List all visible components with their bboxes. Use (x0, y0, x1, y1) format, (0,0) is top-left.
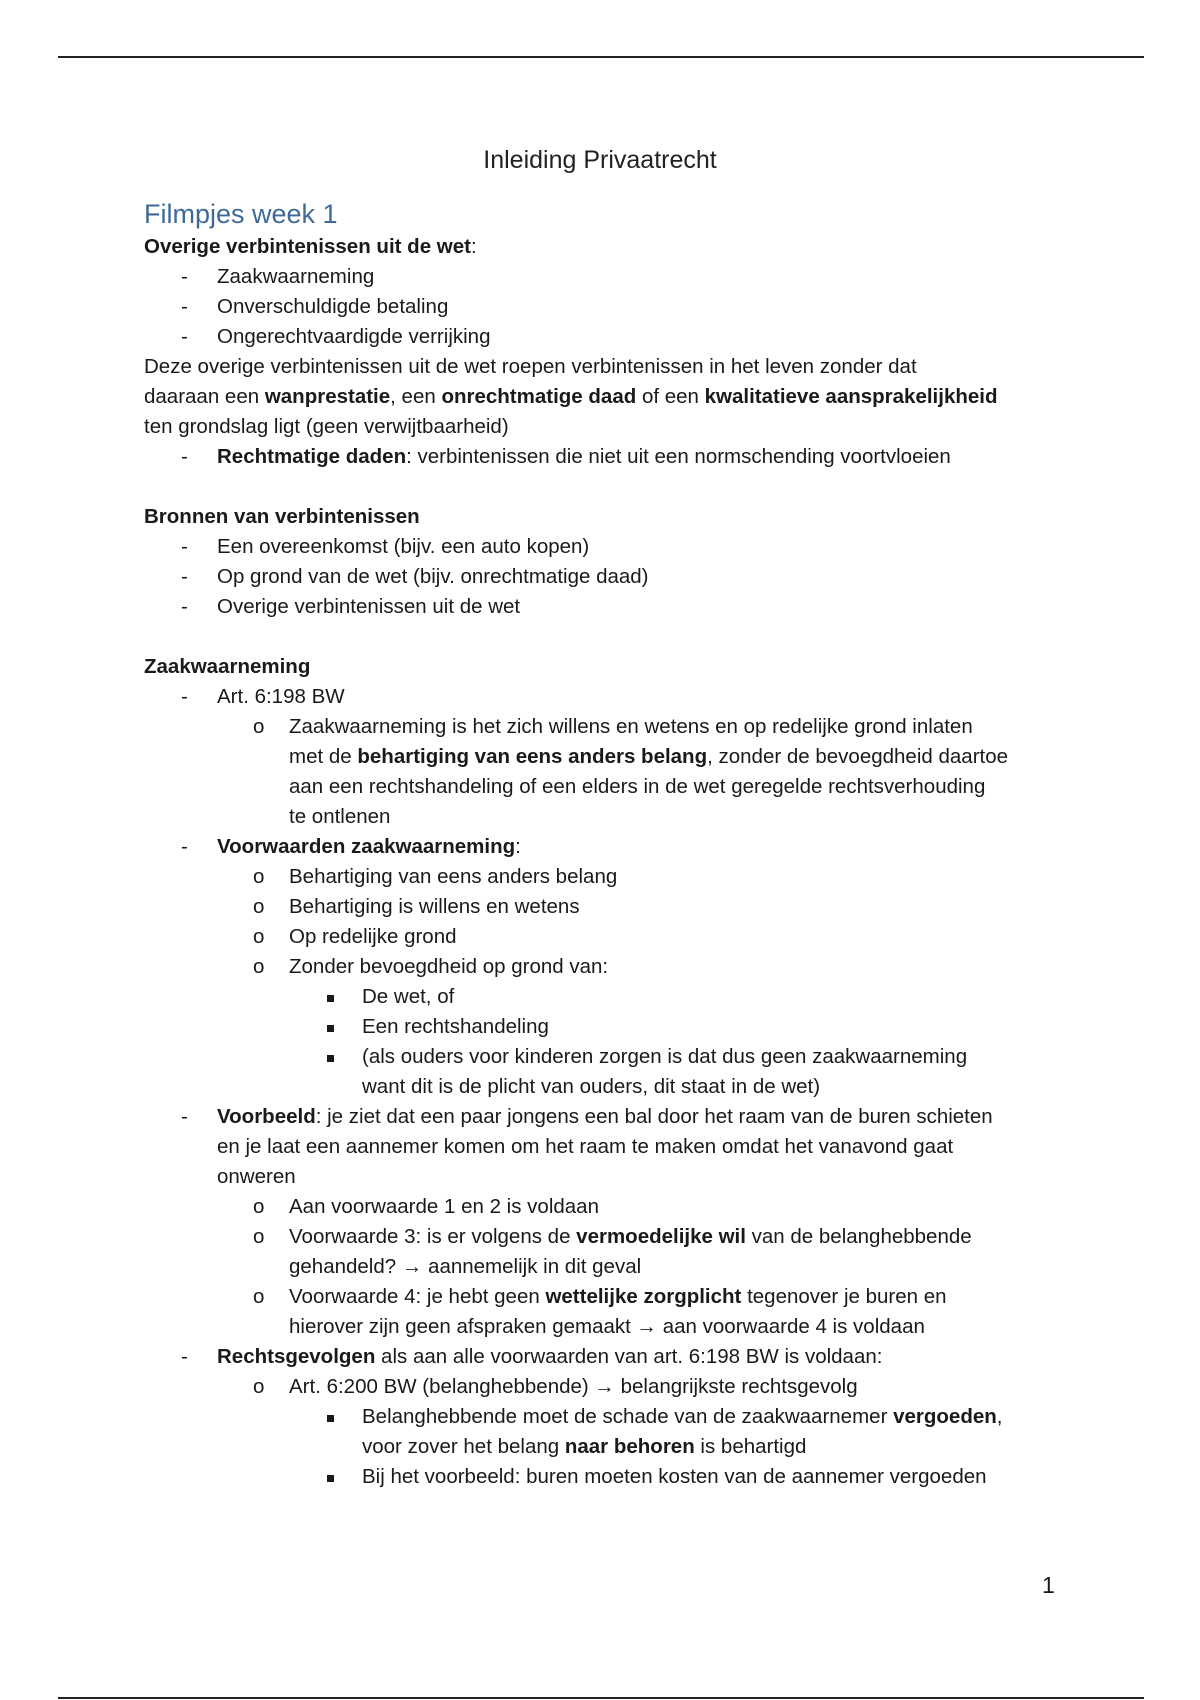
list-item: Belanghebbende moet de schade van de zaakwaarnemer vergoeden, voor zover het belang naar behoren is behartigd (144, 1402, 1064, 1462)
square-bullet (327, 1055, 334, 1062)
list-item: De wet, of (144, 982, 1064, 1012)
square-bullet (327, 1475, 334, 1482)
dash-bullet: - (181, 1105, 188, 1128)
list-item: o Voorwaarde 4: je hebt geen wettelijke zorgplicht tegenover je buren en hierover zijn geen afspraken gemaakt → aan voorwaarde 4 is voldaan (144, 1282, 1064, 1342)
footer-rule (58, 1697, 1144, 1699)
list-item: o Op redelijke grond (144, 922, 1064, 952)
list-item: o Aan voorwaarde 1 en 2 is voldaan (144, 1192, 1064, 1222)
dash-bullet: - (181, 1345, 188, 1368)
list-item: o Behartiging van eens anders belang (144, 862, 1064, 892)
overige-label: Overige verbintenissen uit de wet: (144, 235, 477, 258)
square-bullet (327, 995, 334, 1002)
list-item: o Art. 6:200 BW (belanghebbende) → belangrijkste rechtsgevolg (144, 1372, 1064, 1402)
circle-bullet: o (253, 865, 265, 888)
dash-bullet: - (181, 835, 188, 858)
list-item: - Ongerechtvaardigde verrijking (144, 322, 1064, 352)
dash-bullet: - (181, 595, 188, 618)
list-item: - Op grond van de wet (bijv. onrechtmatige daad) (144, 562, 1064, 592)
dash-bullet: - (181, 445, 188, 468)
dash-bullet: - (181, 265, 188, 288)
list-item: (als ouders voor kinderen zorgen is dat dus geen zaakwaarneming want dit is de plicht van ouders, dit staat in de wet) (144, 1042, 1064, 1102)
list-item: - Een overeenkomst (bijv. een auto kopen) (144, 532, 1064, 562)
square-bullet (327, 1025, 334, 1032)
square-bullet (327, 1415, 334, 1422)
list-item: Een rechtshandeling (144, 1012, 1064, 1042)
list-item: - Onverschuldigde betaling (144, 292, 1064, 322)
section-heading: Filmpjes week 1 (144, 199, 338, 229)
list-item: o Zaakwaarneming is het zich willens en wetens en op redelijke grond inlaten met de behartiging van eens anders belang, zonder de bevoegdheid daartoe aan een rechtshandeling of een elders in de wet geregelde rechtsverhouding te ontlenen (144, 712, 1064, 832)
circle-bullet: o (253, 1225, 265, 1248)
list-item: o Behartiging is willens en wetens (144, 892, 1064, 922)
circle-bullet: o (253, 1375, 265, 1398)
list-item: - Zaakwaarneming (144, 262, 1064, 292)
list-item: - Art. 6:198 BW (144, 682, 1064, 712)
paragraph-line: daaraan een wanprestatie, een onrechtmatige daad of een kwalitatieve aansprakelijkheid (144, 385, 998, 408)
page-number: 1 (1042, 1572, 1055, 1598)
header-rule (58, 56, 1144, 58)
bronnen-label: Bronnen van verbintenissen (144, 505, 420, 528)
circle-bullet: o (253, 1285, 265, 1308)
paragraph-line: ten grondslag ligt (geen verwijtbaarheid) (144, 415, 509, 438)
list-item: - Rechtmatige daden: verbintenissen die niet uit een normschending voortvloeien (144, 442, 1064, 472)
list-item: o Voorwaarde 3: is er volgens de vermoedelijke wil van de belanghebbende gehandeld? → aannemelijk in dit geval (144, 1222, 1064, 1282)
list-item: - Rechtsgevolgen als aan alle voorwaarden van art. 6:198 BW is voldaan: (144, 1342, 1064, 1372)
circle-bullet: o (253, 955, 265, 978)
document-body (144, 196, 1064, 1492)
list-item: o Zonder bevoegdheid op grond van: (144, 952, 1064, 982)
list-item: Bij het voorbeeld: buren moeten kosten van de aannemer vergoeden (144, 1462, 1064, 1492)
circle-bullet: o (253, 715, 265, 738)
document-title: Inleiding Privaatrecht (483, 146, 717, 174)
dash-bullet: - (181, 325, 188, 348)
dash-bullet: - (181, 685, 188, 708)
dash-bullet: - (181, 565, 188, 588)
zaakwaarneming-label: Zaakwaarneming (144, 655, 311, 678)
circle-bullet: o (253, 895, 265, 918)
list-item: - Overige verbintenissen uit de wet (144, 592, 1064, 622)
list-item: - Voorwaarden zaakwaarneming: (144, 832, 1064, 862)
paragraph-line: Deze overige verbintenissen uit de wet roepen verbintenissen in het leven zonder dat (144, 355, 917, 378)
dash-bullet: - (181, 295, 188, 318)
list-item: - Voorbeeld: je ziet dat een paar jongens een bal door het raam van de buren schieten en je laat een aannemer komen om het raam te maken omdat het vanavond gaat onweren (144, 1102, 1064, 1192)
circle-bullet: o (253, 925, 265, 948)
dash-bullet: - (181, 535, 188, 558)
circle-bullet: o (253, 1195, 265, 1218)
